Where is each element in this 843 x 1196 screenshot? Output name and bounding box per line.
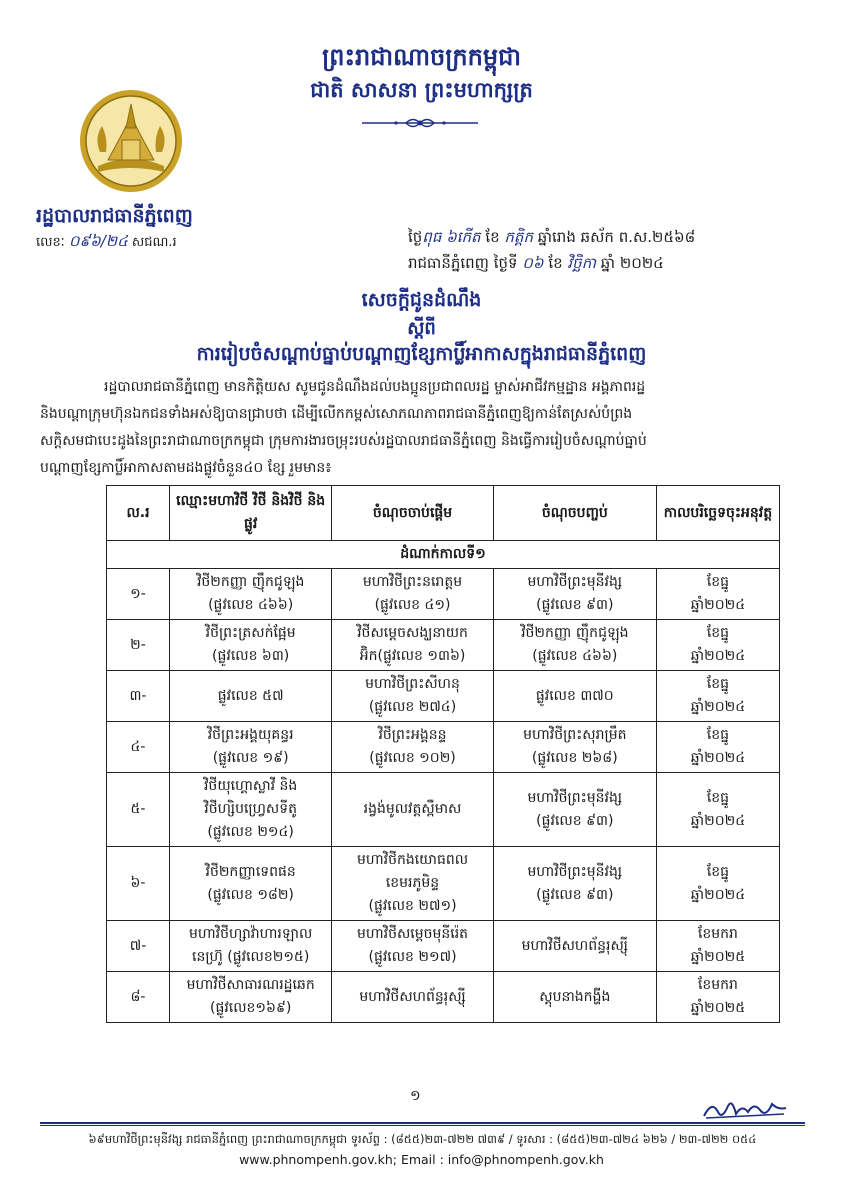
footer-address: ៦៩មហាវិថីព្រះមុនីវង្ស រាជធានីភ្នំពេញ ព្រះរាជាណាចក្រកម្ពុជា ទូរស័ព្ទ : (៨៥៥)២៣-៧២២ ៧៣៩ / ទូរសារ : (៨៥៥)២៣-៧២៤ ៦២៦ / ២៣-៧២២ ០៥៤ — [88, 1132, 757, 1146]
phase-label: ដំណាក់កាលទី១ — [107, 541, 780, 569]
header-road-name: ឈ្មោះមហាវិថី វិថី និងវិថី និងផ្លូវ — [169, 486, 331, 541]
table-row — [107, 722, 780, 773]
cell-road-name — [169, 921, 331, 972]
cell-end-point — [493, 773, 656, 847]
cell-start-point — [332, 847, 493, 921]
body-line-3: សក្តិសមជាបេះដូងនៃព្រះរាជាណាចក្រកម្ពុជា ក្រុមការងារចម្រុះរបស់រដ្ឋបាលរាជធានីភ្នំពេញ និងធ្វើការរៀបចំសណ្តាប់ធ្នាប់ — [40, 433, 647, 449]
cell-start-point — [332, 722, 493, 773]
notice-topic: ការរៀបចំសណ្តាប់ធ្នាប់បណ្តាញខ្សែកាប្លិ៍អាកាសក្នុងរាជធានីភ្នំពេញ — [196, 343, 647, 365]
cell-road-name — [169, 620, 331, 671]
lunar-prefix: ថ្ងៃ — [408, 228, 423, 246]
table-row — [107, 972, 780, 1023]
cell-date — [656, 921, 779, 972]
body-line-1: រដ្ឋបាលរាជធានីភ្នំពេញ មានកិត្តិយស សូមជូនដំណឹងដល់បងប្អូនប្រជាពលរដ្ឋ ម្ចាស់អាជីវកម្មដ្ឋាន អង្គភាពរដ្ឋ — [104, 379, 646, 395]
date-year: ២០២៤ — [619, 254, 664, 272]
cell-date-line: ឆ្នាំ២០២៤ — [690, 886, 746, 903]
ref-prefix: លេខៈ — [36, 235, 65, 250]
notice-subtitle: ស្តីពី — [407, 318, 436, 339]
cell-road-name-line: (ផ្លូវលេខ ៦៣) — [212, 648, 290, 664]
road-schedule-table — [106, 485, 780, 1023]
cell-end-point-line: (ផ្លូវលេខ ៩៣) — [536, 886, 614, 903]
lunar-month-label: ខែ — [485, 228, 500, 246]
cell-start-point-line: មហាវិថីព្រះនរោត្តម — [362, 574, 463, 590]
cell-start-point-line: ខេមរភូមិន្ទ — [385, 875, 440, 891]
cell-road-name-line: នេហ៊្រូ (ផ្លូវលេខ២១៥) — [192, 949, 310, 965]
notice-title: សេចក្តីជូនដំណឹង — [361, 289, 482, 311]
cell-road-name-line: មហាវិថីសាធារណរដ្ឋឆេក — [186, 977, 315, 993]
cell-road-name-line: (ផ្លូវលេខ ៤៦៦) — [208, 597, 294, 613]
cell-no-line: ៧- — [129, 937, 147, 954]
cell-date-line: ឆ្នាំ២០២៥ — [690, 1000, 746, 1016]
cell-start-point — [332, 773, 493, 847]
cell-date — [656, 972, 779, 1023]
cell-date-line: ខែធ្នូ — [706, 863, 730, 880]
year-label: ឆ្នាំ — [600, 254, 616, 272]
table-row — [107, 773, 780, 847]
lunar-year: ឆ្នាំរោង ឆស័ក ព.ស.២៥៦៨ — [537, 228, 696, 246]
cell-date — [656, 847, 779, 921]
cell-no — [107, 671, 170, 722]
cell-end-point — [493, 722, 656, 773]
cell-road-name — [169, 569, 331, 620]
cell-start-point — [332, 569, 493, 620]
cell-road-name — [169, 847, 331, 921]
cell-road-name — [169, 671, 331, 722]
cell-date-line: ឆ្នាំ២០២៤ — [690, 750, 746, 766]
initials-signature-icon — [700, 1096, 790, 1122]
cell-end-point-line: មហាវិថីព្រះមុនីវង្ស — [527, 863, 623, 880]
header-implementation-date: កាលបរិច្ឆេទចុះអនុវត្ត — [656, 486, 779, 541]
cell-start-point — [332, 620, 493, 671]
cell-road-name — [169, 773, 331, 847]
cell-date-line: ឆ្នាំ២០២៤ — [690, 699, 746, 715]
month-label: ខែ — [548, 254, 563, 272]
footer-divider — [40, 1122, 805, 1124]
cell-road-name-line: (ផ្លូវលេខ ១៩) — [212, 750, 289, 766]
cell-road-name-line: (ផ្លូវលេខ១៦៩) — [209, 1000, 292, 1016]
cell-no-line: ៣- — [129, 687, 147, 704]
ref-number-handwritten: ០៩៦/២៤ — [68, 232, 128, 250]
cell-date-line: ខែធ្នូ — [706, 625, 730, 641]
cell-no — [107, 921, 170, 972]
cell-start-point-line: (ផ្លូវលេខ ៤១) — [374, 597, 451, 613]
cell-end-point — [493, 569, 656, 620]
cell-no-line: ៤- — [130, 738, 146, 755]
ref-suffix: សជណ.រ — [131, 235, 177, 250]
cell-start-point — [332, 671, 493, 722]
cell-date — [656, 722, 779, 773]
cell-road-name-line: ផ្លូវលេខ ៥៧ — [217, 687, 284, 704]
cell-date — [656, 620, 779, 671]
page-number: ១ — [410, 1088, 421, 1104]
cell-end-point-line: មហាវិថីព្រះសុរាម្រឹត — [523, 727, 627, 743]
footer-divider-thin — [40, 1125, 805, 1126]
cell-road-name-line: វិថី២កញ្ញា ញ៉ឹកជូឡុង — [196, 574, 305, 590]
lunar-day: ពុធ ៦កើត — [422, 228, 481, 246]
cell-date-line: ខែធ្នូ — [706, 789, 730, 806]
cell-end-point-line: ស្តុបនាងកង្ហីង — [539, 988, 611, 1005]
ornament-divider-icon — [360, 116, 480, 130]
cell-date-line: ខែធ្នូ — [706, 727, 730, 743]
table-header-row — [107, 486, 780, 541]
cell-start-point-line: មហាវិថីសហព័ន្ធរុស្ស៊ី — [359, 988, 466, 1005]
cell-start-point-line: មហាវិថីព្រះសីហនុ — [365, 676, 460, 692]
cell-start-point — [332, 972, 493, 1023]
cell-start-point-line: (ផ្លូវលេខ ២៧១) — [368, 898, 457, 914]
cell-road-name-line: វិថីយុហ្គោស្លាវី និង — [203, 778, 298, 794]
cell-road-name — [169, 722, 331, 773]
cell-no-line: ៦- — [130, 875, 146, 891]
issuing-office: រដ្ឋបាលរាជធានីភ្នំពេញ — [36, 205, 193, 227]
national-motto: ជាតិ សាសនា ព្រះមហាក្សត្រ — [310, 78, 533, 102]
cell-date-line: ខែធ្នូ — [706, 676, 730, 692]
cell-date-line: ខែមករា — [697, 977, 738, 993]
cell-no — [107, 847, 170, 921]
notice-body — [40, 374, 784, 482]
header-end-point: ចំណុចបញ្ចប់ — [493, 486, 656, 541]
lunar-date — [408, 228, 695, 250]
cell-end-point-line: មហាវិថីព្រះមុនីវង្ស — [527, 574, 623, 590]
cell-date-line: ឆ្នាំ២០២៤ — [690, 597, 746, 613]
body-line-4: បណ្តាញខ្សែកាប្លិ៍អាកាសតាមដងផ្លូវចំនួន៤០ ខ្សែ រួមមាន៖ — [40, 460, 332, 476]
cell-start-point-line: វិថីព្រះអង្គនន្ទ — [378, 727, 447, 743]
cell-end-point — [493, 620, 656, 671]
body-line-2: និងបណ្តាក្រុមហ៊ុនឯកជនទាំងអស់ឱ្យបានជ្រាបថា ដើម្បីលើកកម្ពស់សោភណភាពរាជធានីភ្នំពេញឱ្យកាន់តែស្រស់បំព្រង — [40, 406, 633, 422]
cell-no — [107, 722, 170, 773]
cell-road-name — [169, 972, 331, 1023]
phnom-penh-seal-icon — [78, 88, 184, 194]
cell-start-point-line: វិថីសម្តេចសង្ឃនាយក — [357, 625, 468, 641]
cell-date — [656, 569, 779, 620]
cell-no-line: ៥- — [130, 801, 146, 817]
cell-end-point-line: មហាវិថីសហព័ន្ធរុស្ស៊ី — [521, 937, 628, 954]
cell-road-name-line: (ផ្លូវលេខ ១៨២) — [207, 886, 294, 903]
cell-road-name-line: (ផ្លូវលេខ ២១៤) — [207, 824, 294, 840]
cell-no — [107, 569, 170, 620]
cell-date-line: ខែធ្នូ — [706, 574, 730, 590]
cell-start-point-line: មហាវិថីកងយោធពល — [356, 852, 469, 868]
cell-date-line: ឆ្នាំ២០២៤ — [690, 812, 746, 829]
cell-end-point-line: (ផ្លូវលេខ ៩៣) — [536, 597, 614, 613]
cell-end-point-line: ផ្លូវលេខ ៣៧០ — [535, 687, 614, 704]
cell-road-name-line: វិថីព្រះត្រសក់ផ្អែម — [205, 625, 296, 641]
cell-date — [656, 773, 779, 847]
date-month: វិច្ឆិកា — [567, 254, 596, 272]
cell-no — [107, 972, 170, 1023]
cell-start-point-line: រង្វង់មូលវត្តស្ពឺមាស — [363, 801, 462, 817]
cell-start-point — [332, 921, 493, 972]
reference-number — [36, 232, 177, 254]
kingdom-title: ព្រះរាជាណាចក្រកម្ពុជា — [322, 43, 521, 71]
cell-end-point-line: (ផ្លូវលេខ ៩៣) — [536, 812, 614, 829]
cell-start-point-line: មហាវិថីសម្តេចមុនីរ៉េត — [356, 926, 469, 942]
cell-no-line: ២- — [130, 636, 146, 653]
cell-end-point-line: (ផ្លូវលេខ ២៦៨) — [531, 750, 618, 766]
cell-start-point-line: (ផ្លូវលេខ ២១៧) — [368, 949, 457, 965]
cell-road-name-line: វិថីព្រះអង្គយុគន្ធរ — [207, 727, 294, 743]
cell-end-point — [493, 847, 656, 921]
table-row — [107, 569, 780, 620]
cell-no — [107, 620, 170, 671]
cell-road-name-line: មហាវិថីហ្សាវ៉ាហារឡាល — [189, 926, 313, 942]
cell-start-point-line: (ផ្លូវលេខ ២៧៤) — [368, 699, 457, 715]
gregorian-date — [408, 254, 664, 276]
header-start-point: ចំណុចចាប់ផ្តើម — [332, 486, 493, 541]
cell-end-point-line: វិថី២កញ្ញា ញ៉ឹកជូឡុង — [521, 625, 629, 641]
lunar-month: កត្តិក — [504, 228, 533, 246]
cell-date-line: ឆ្នាំ២០២៤ — [690, 648, 746, 664]
cell-end-point — [493, 972, 656, 1023]
table-row — [107, 847, 780, 921]
cell-end-point — [493, 921, 656, 972]
cell-end-point — [493, 671, 656, 722]
cell-no — [107, 773, 170, 847]
footer-web-email: www.phnompenh.gov.kh; Email : info@phnompenh.gov.kh — [239, 1152, 604, 1167]
cell-start-point-line: (ផ្លូវលេខ ១០២) — [369, 750, 456, 766]
date-day: ០៦ — [522, 254, 544, 272]
cell-end-point-line: (ផ្លូវលេខ ៤៦៦) — [532, 648, 618, 664]
table-row — [107, 921, 780, 972]
cell-no-line: ១- — [130, 585, 146, 602]
phase-row — [107, 541, 780, 569]
table-row — [107, 620, 780, 671]
cell-date-line: ឆ្នាំ២០២៥ — [690, 949, 746, 965]
cell-date — [656, 671, 779, 722]
cell-date-line: ខែមករា — [697, 926, 738, 942]
cell-start-point-line: អ៊ិក(ផ្លូវលេខ ១៣៦) — [359, 648, 466, 664]
header-no: ល.រ — [107, 486, 170, 541]
cell-road-name-line: វិថី២កញ្ញាទេពផន — [205, 863, 296, 880]
city-date-prefix: រាជធានីភ្នំពេញ ថ្ងៃទី — [408, 254, 518, 272]
cell-end-point-line: មហាវិថីព្រះមុនីវង្ស — [527, 789, 623, 806]
cell-road-name-line: វិថីហ្សិបហ្វ្រេសទីតូ — [204, 801, 298, 817]
cell-no-line: ៨- — [130, 988, 146, 1005]
table-row — [107, 671, 780, 722]
